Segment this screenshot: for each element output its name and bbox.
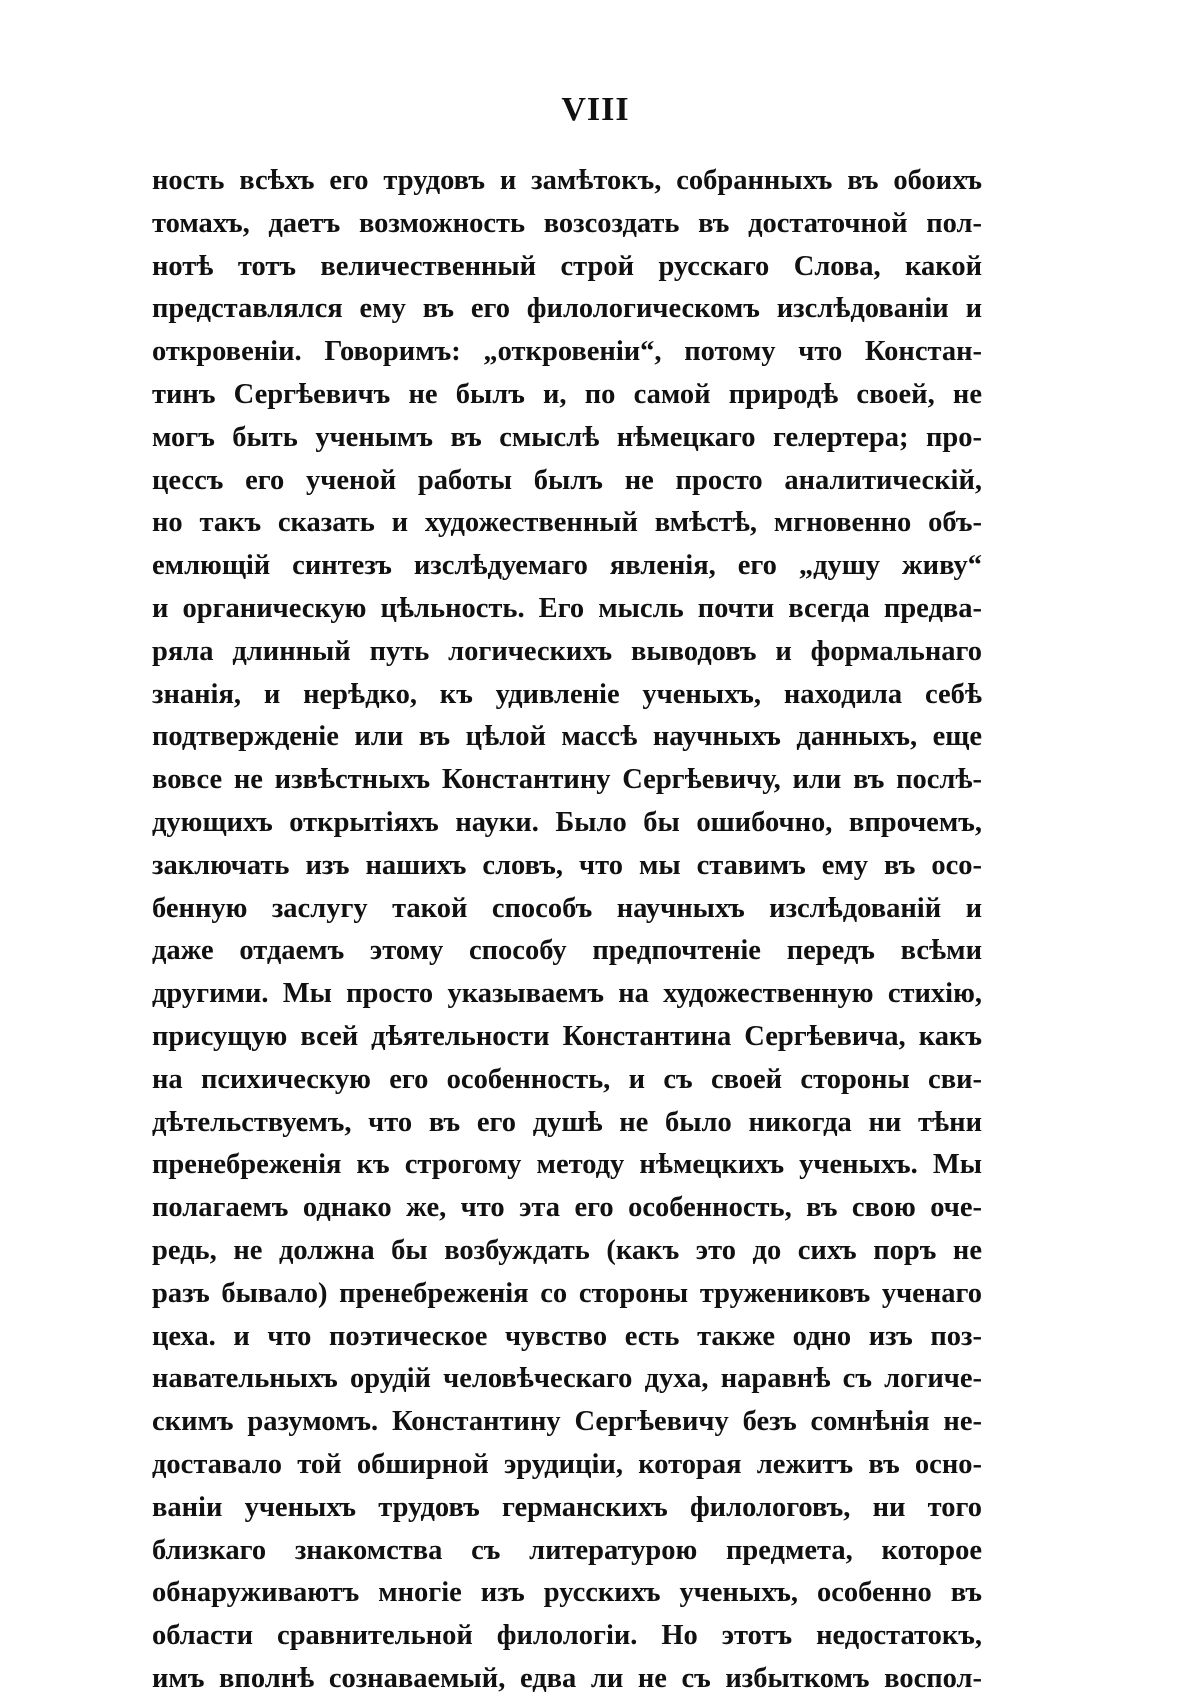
text-line: и органическую цѣльность. Его мысль почти всегда предва-: [152, 592, 982, 624]
text-line: знанія, и нерѣдко, къ удивленіе ученыхъ, находила себѣ: [152, 678, 982, 710]
text-line: разъ бывало) пренебреженія со стороны тружениковъ ученаго: [152, 1277, 982, 1309]
text-line: присущую всей дѣятельности Константина Сергѣевича, какъ: [152, 1020, 982, 1052]
text-line: томахъ, даетъ возможность возсоздать въ достаточной пол-: [152, 207, 982, 239]
text-line: ваніи ученыхъ трудовъ германскихъ филологовъ, ни того: [152, 1491, 982, 1523]
text-line: доставало той обширной эрудиціи, которая лежитъ въ осно-: [152, 1448, 982, 1480]
text-line: редь, не должна бы возбуждать (какъ это до сихъ поръ не: [152, 1234, 982, 1266]
text-line: вовсе не извѣстныхъ Константину Сергѣевичу, или въ послѣ-: [152, 764, 982, 796]
body-text: [152, 160, 982, 1701]
text-line: могъ быть ученымъ въ смыслѣ нѣмецкаго гелертера; про-: [152, 421, 982, 453]
text-line: дующихъ открытіяхъ науки. Было бы ошибочно, впрочемъ,: [152, 806, 982, 838]
text-line: области сравнительной филологіи. Но этотъ недостатокъ,: [152, 1620, 982, 1652]
text-line: на психическую его особенность, и съ своей стороны сви-: [152, 1063, 982, 1095]
text-line: откровеніи. Говоримъ: „откровеніи“, потому что Констан-: [152, 336, 982, 368]
text-line: нотѣ тотъ величественный строй русскаго Слова, какой: [152, 250, 982, 282]
text-line: навательныхъ орудій человѣческаго духа, наравнѣ съ логиче-: [152, 1363, 982, 1395]
text-line: представлялся ему въ его филологическомъ изслѣдованіи и: [152, 293, 982, 325]
text-line: бенную заслугу такой способъ научныхъ изслѣдованій и: [152, 892, 982, 924]
text-line: пренебреженія къ строгому методу нѣмецкихъ ученыхъ. Мы: [152, 1149, 982, 1181]
text-line: скимъ разумомъ. Константину Сергѣевичу безъ сомнѣнія не-: [152, 1406, 982, 1438]
text-line: близкаго знакомства съ литературою предмета, которое: [152, 1534, 982, 1566]
text-line: тинъ Сергѣевичъ не былъ и, по самой природѣ своей, не: [152, 378, 982, 410]
text-line: даже отдаемъ этому способу предпочтеніе передъ всѣми: [152, 935, 982, 967]
text-line: цеха. и что поэтическое чувство есть также одно изъ поз-: [152, 1320, 982, 1352]
text-line: другими. Мы просто указываемъ на художественную стихію,: [152, 978, 982, 1010]
text-line: полагаемъ однако же, что эта его особенность, въ свою оче-: [152, 1192, 982, 1224]
text-line: дѣтельствуемъ, что въ его душѣ не было никогда ни тѣни: [152, 1106, 982, 1138]
text-line: имъ вполнѣ сознаваемый, едва ли не съ избыткомъ воспол-: [152, 1662, 982, 1694]
text-line: ность всѣхъ его трудовъ и замѣтокъ, собранныхъ въ обоихъ: [152, 165, 982, 196]
text-line: подтвержденіе или въ цѣлой массѣ научныхъ данныхъ, еще: [152, 721, 982, 753]
text-line: цессъ его ученой работы былъ не просто аналитическій,: [152, 464, 982, 496]
text-line: обнаруживаютъ многіе изъ русскихъ ученыхъ, особенно въ: [152, 1577, 982, 1609]
text-line: заключать изъ нашихъ словъ, что мы ставимъ ему въ осо-: [152, 849, 982, 881]
text-line: емлющій синтезъ изслѣдуемаго явленія, его „душу живу“: [152, 550, 982, 582]
text-line: ряла длинный путь логическихъ выводовъ и формальнаго: [152, 635, 982, 667]
text-line: но такъ сказать и художественный вмѣстѣ, мгновенно объ-: [152, 507, 982, 539]
page-number: VIII: [561, 91, 630, 128]
